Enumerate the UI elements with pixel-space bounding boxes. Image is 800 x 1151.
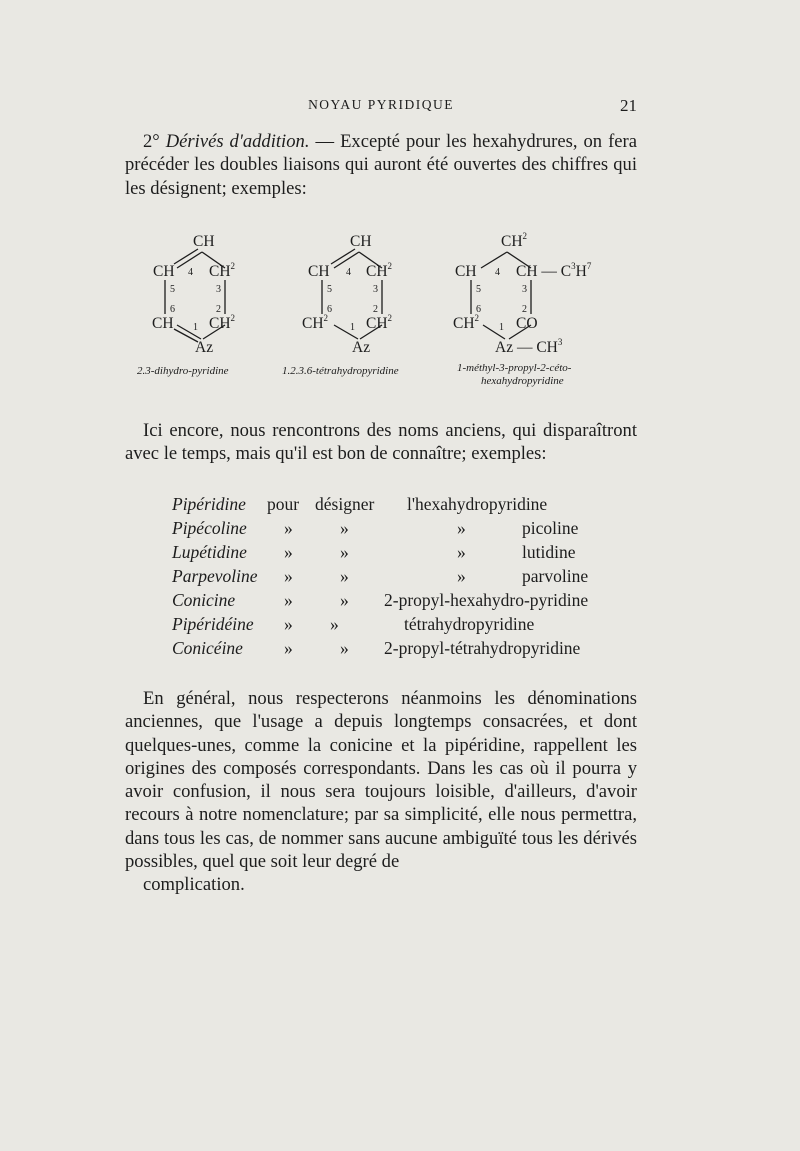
paragraph-text: Ici encore, nous rencontrons des noms anciens, qui disparaîtront avec le temps, mais qu'il est bon de connaître; exemples:: [125, 420, 637, 465]
list-item: [172, 542, 632, 566]
formula-caption: 1-méthyl-3-propyl-2-céto-: [457, 362, 572, 374]
ditto-mark: »: [284, 518, 293, 538]
old-name: Pipécoline: [172, 518, 247, 538]
systematic-name: 2-propyl-tétrahydropyridine: [384, 638, 581, 658]
ditto-mark: »: [457, 542, 466, 562]
ring-number-3: 3: [522, 284, 527, 295]
old-name: Pipéridéine: [172, 614, 254, 634]
atom-top-right: $CH^2$: [209, 261, 236, 280]
ring-number-4: 4: [188, 267, 193, 278]
ditto-mark: »: [284, 566, 293, 586]
atom-bottom-right: $CH^2$: [366, 313, 393, 332]
connector-word: pour: [267, 494, 300, 514]
paragraph-addition-derivatives: [125, 130, 637, 200]
atom-nitrogen: Az — $CH^3$: [495, 337, 563, 356]
paragraph-general: [125, 687, 637, 897]
ring-number-4: 4: [495, 267, 500, 278]
atom-bottom-left: CH: [152, 315, 174, 332]
formula-dihydropyridine: [125, 232, 295, 392]
atom-top-left: CH: [455, 263, 477, 280]
formula-methyl-propyl-ceto-hexahydropyridine: [443, 232, 643, 392]
atom-nitrogen: Az: [352, 339, 371, 356]
formula-caption-line2: hexahydropyridine: [481, 375, 564, 387]
paragraph-text: En général, nous respecterons néanmoins les dénominations anciennes, que l'usage a depuis longtemps consacrées, et dont quelques-unes, comme la conicine et la pipéridine, rappellent les origines des composés correspondants. Dans les cas où il pourra y avoir confusion, il nous sera toujours loisible, d'ailleurs, d'avoir recours à notre nomenclature; par sa simplicité, elle nous permettra, dans tous les cas, de nommer sans aucune ambiguïté tous les dérivés possibles, quel que soit leur degré de: [125, 688, 637, 873]
ditto-mark: »: [340, 566, 349, 586]
formula-caption: 1.2.3.6-tétrahydropyridine: [282, 365, 399, 377]
atom-top: CH: [350, 233, 372, 250]
ring-number-5: 5: [170, 284, 175, 295]
atom-top-left: CH: [153, 263, 175, 280]
paragraph-text: — Excepté pour les hexahydrures, on fera précéder les doubles liaisons qui auront été ouvertes des chiffres qui les désignent; exemples:: [125, 131, 637, 199]
atom-bottom-right: $CH^2$: [209, 313, 236, 332]
list-item: [172, 590, 632, 614]
atom-top-right: CH — $C^3H^7$: [516, 261, 592, 280]
formula-tetrahydropyridine: [280, 232, 460, 392]
list-item: [172, 494, 632, 518]
running-head: [125, 97, 637, 117]
old-name: Conicine: [172, 590, 236, 610]
ditto-mark: »: [340, 590, 349, 610]
ring-number-2: 2: [522, 304, 527, 315]
atom-bottom-right: CO: [516, 315, 538, 332]
ring-number-6: 6: [327, 304, 332, 315]
ditto-mark: »: [284, 590, 293, 610]
systematic-name: parvoline: [522, 566, 589, 586]
ditto-mark: »: [457, 518, 466, 538]
ditto-mark: »: [330, 614, 339, 634]
ditto-mark: »: [284, 542, 293, 562]
ring-number-1: 1: [499, 322, 504, 333]
section-heading: Dérivés d'addition.: [165, 131, 310, 152]
list-item: [172, 638, 632, 662]
atom-nitrogen: Az: [195, 339, 214, 356]
atom-top: CH: [193, 233, 215, 250]
ring-number-6: 6: [476, 304, 481, 315]
ditto-mark: »: [284, 614, 293, 634]
formula-caption: 2.3-dihydro-pyridine: [137, 365, 229, 377]
old-names-list: [172, 494, 632, 662]
systematic-name: 2-propyl-hexahydro-pyridine: [384, 590, 589, 610]
ring-number-1: 1: [193, 322, 198, 333]
ditto-mark: »: [284, 638, 293, 658]
list-item: [172, 614, 632, 638]
ring-number-5: 5: [327, 284, 332, 295]
running-title: NOYAU PYRIDIQUE: [308, 97, 454, 112]
list-item: [172, 566, 632, 590]
paragraph-old-names: [125, 419, 637, 466]
old-name: Lupétidine: [172, 542, 247, 562]
connector-word: désigner: [315, 494, 375, 514]
old-name: Parpevoline: [172, 566, 258, 586]
ring-number-3: 3: [216, 284, 221, 295]
ring-number-6: 6: [170, 304, 175, 315]
systematic-name: tétrahydropyridine: [404, 614, 535, 634]
ditto-mark: »: [457, 566, 466, 586]
ditto-mark: »: [340, 542, 349, 562]
atom-top-right: $CH^2$: [366, 261, 393, 280]
atom-top: $CH^2$: [501, 231, 528, 250]
systematic-name: lutidine: [522, 542, 576, 562]
ditto-mark: »: [340, 518, 349, 538]
atom-bottom-left: $CH^2$: [302, 313, 329, 332]
old-name: Pipéridine: [172, 494, 246, 514]
ring-number-2: 2: [373, 304, 378, 315]
systematic-name: l'hexahydropyridine: [407, 494, 548, 514]
ring-number-5: 5: [476, 284, 481, 295]
atom-bottom-left: $CH^2$: [453, 313, 480, 332]
ring-number-2: 2: [216, 304, 221, 315]
ring-number-1: 1: [350, 322, 355, 333]
structural-formulas: [125, 232, 645, 392]
section-number: 2°: [143, 131, 166, 152]
ditto-mark: »: [340, 638, 349, 658]
paragraph-last-line: complication.: [143, 874, 245, 896]
page-number: 21: [620, 96, 637, 115]
atom-top-left: CH: [308, 263, 330, 280]
list-item: [172, 518, 632, 542]
ring-number-4: 4: [346, 267, 351, 278]
ring-number-3: 3: [373, 284, 378, 295]
old-name: Conicéine: [172, 638, 243, 658]
systematic-name: picoline: [522, 518, 579, 538]
